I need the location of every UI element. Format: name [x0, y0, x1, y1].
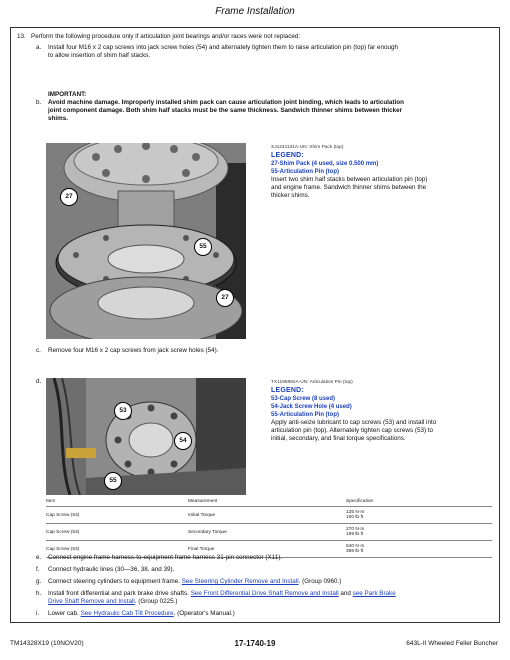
front-differential-link[interactable]: See Front Differential Drive Shaft Remove and Install [190, 590, 339, 597]
callout-27-bottom: 27 [216, 289, 234, 307]
table-cell: Secondary Torque [188, 524, 346, 541]
spec-metric: 135 N·m [346, 510, 365, 515]
important-label: IMPORTANT: [48, 91, 87, 98]
step-a-line2: to allow insertion of shim half stacks. [48, 52, 151, 59]
park-brake-link-part1[interactable]: see Park Brake [352, 590, 396, 597]
step-c-label: c. [36, 347, 41, 354]
steering-cylinder-link[interactable]: See Steering Cylinder Remove and Install [181, 578, 299, 585]
figure1-legend-item: 55-Articulation Pin (top) [271, 169, 339, 175]
column-header: Specification [346, 496, 492, 507]
table-cell-spec [346, 507, 492, 524]
page-title: Frame Installation [215, 6, 295, 17]
spec-imperial: 199 lb·ft [346, 532, 364, 537]
right-border [499, 28, 500, 622]
step-c-text: Remove four M16 x 2 cap screws from jack screw holes (54). [48, 347, 219, 354]
step-h-text: Install front differential and park brake drive shafts. [48, 590, 189, 597]
table-cell-spec [346, 524, 492, 541]
step-e-text: Connect engine frame harness-to-equipment frame harness 31-pin connector (X11). [48, 554, 283, 561]
figure2-desc-line2: articulation pin (top). Alternately tighten cap screws (53) to [271, 427, 434, 434]
step-h-line2 [48, 598, 178, 606]
step-f-label: f. [36, 566, 40, 573]
callout-53: 53 [114, 402, 132, 420]
figure1-desc-line2: and engine frame. Sandwich thinner shims between the [271, 184, 427, 191]
step-d-label: d. [36, 378, 42, 385]
step-h-and: and [338, 590, 353, 597]
cab-tilt-link[interactable]: See Hydraulic Cab Tilt Procedure [80, 610, 174, 617]
park-brake-link-part2[interactable]: Drive Shaft Remove and Install [48, 598, 135, 605]
step-a-line1: Install four M16 x 2 cap screws into jack screw holes (54) and alternately tighten them to raise articulation pin (top) far enough [48, 44, 399, 51]
step-g-suffix: . (Group 0960.) [298, 578, 342, 585]
figure2-legend-item: 53-Cap Screw (8 used) [271, 396, 336, 402]
step-i-suffix: . (Operator's Manual.) [173, 610, 235, 617]
header-rule [10, 27, 500, 28]
step-h-label: h. [36, 590, 42, 597]
step-i-line [48, 610, 235, 618]
figure2-legend-item: 54-Jack Screw Hole (4 used) [271, 404, 352, 410]
articulation-pin-illustration [46, 378, 246, 495]
footer-machine-name: 643L-II Wheeled Feller Buncher [406, 640, 498, 647]
step-i-label: i. [36, 610, 40, 617]
figure2-legend-title: LEGEND: [271, 387, 304, 394]
table-row [46, 507, 492, 524]
spec-imperial: 100 lb·ft [346, 515, 364, 520]
callout-55: 55 [194, 238, 212, 256]
table-cell: Cap Screw (53) [46, 524, 188, 541]
table-cell: Final Torque [188, 541, 346, 558]
step-number: 13. [17, 33, 26, 40]
table-cell: Cap Screw (53) [46, 541, 188, 558]
column-header: Item [46, 496, 188, 507]
spec-metric: 270 N·m [346, 527, 365, 532]
shim-pack-photo [46, 143, 246, 339]
step-g-line [48, 578, 341, 586]
step-e-label: e. [36, 554, 42, 561]
callout-54: 54 [174, 432, 192, 450]
step-intro: Perform the following procedure only if articulation joint bearings and/or races were not replaced: [31, 33, 301, 40]
footer-page-number: 17-1740-19 [234, 639, 276, 648]
shim-pack-illustration [46, 143, 246, 339]
figure1-legend-title: LEGEND: [271, 152, 304, 159]
callout-55: 55 [104, 472, 122, 490]
step-f-text: Connect hydraulic lines (30—36, 38, and 39). [48, 566, 175, 573]
step-a-label: a. [36, 44, 42, 51]
figure2-caption: TX1196892A-UN: Articulation Pin (top) [271, 380, 353, 385]
callout-27-top: 27 [60, 188, 78, 206]
step-b-line3: shims. [48, 115, 68, 122]
figure1-desc-line3: thicker shims. [271, 192, 310, 199]
figure1-desc-line1: Insert two shim half stacks between articulation pin (top) [271, 176, 428, 183]
step-b-line1: Avoid machine damage. Improperly installed shim pack can cause articulation joint binding, which leads to articulation [48, 99, 404, 106]
figure2-desc-line3: initial, secondary, and final torque specifications. [271, 435, 406, 442]
step-i-text: Lower cab. [48, 610, 79, 617]
step-g-text: Connect steering cylinders to equipment frame. [48, 578, 180, 585]
column-header: Measurement [188, 496, 346, 507]
step-b-label: b. [36, 99, 42, 106]
left-border [10, 28, 11, 622]
footer-tm-number: TM14328X19 (10NOV20) [10, 640, 84, 647]
step-b-line2: joint component damage. Both shim half stacks must be the same thickness. Sandwich thinner shims between thicker [48, 107, 403, 114]
spec-table-wrapper [46, 496, 492, 558]
table-cell-spec [346, 541, 492, 558]
figure1-legend-item: 27-Shim Pack (4 used, size 0.500 mm) [271, 161, 379, 167]
step-h-suffix: . (Group 0225.) [134, 598, 178, 605]
spec-metric: 540 N·m [346, 544, 365, 549]
footer-rule [10, 622, 500, 623]
figure1-caption: XJ1241131A-UN: Shim Pack (top) [271, 145, 344, 150]
figure2-desc-line1: Apply anti-seize lubricant to cap screws (53) and install into [271, 419, 437, 426]
table-cell: Cap Screw (53) [46, 507, 188, 524]
step-g-label: g. [36, 578, 42, 585]
table-cell: Initial Torque [188, 507, 346, 524]
figure2-legend-item: 55-Articulation Pin (top) [271, 412, 339, 418]
step-h-line1 [48, 590, 496, 598]
table-row [46, 524, 492, 541]
table-header-row [46, 496, 492, 507]
spec-table [46, 496, 492, 558]
articulation-pin-photo [46, 378, 246, 495]
spec-imperial: 398 lb·ft [346, 549, 364, 554]
